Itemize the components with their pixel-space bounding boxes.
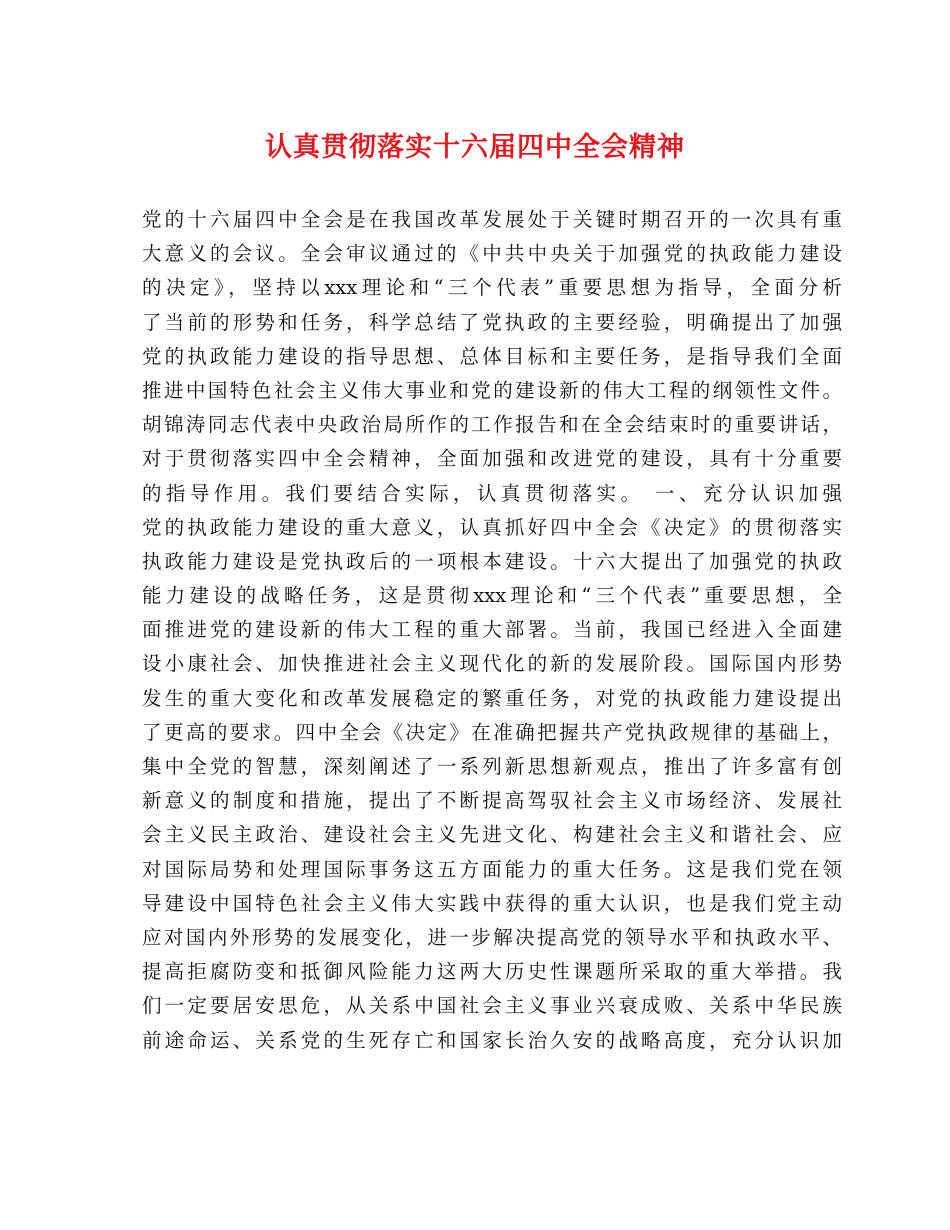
body-line: 了更高的要求。四中全会《决定》在准确把握共产党执政规律的基础上， — [142, 720, 842, 744]
body-line: 了当前的形势和任务，科学总结了党执政的主要经验，明确提出了加强 — [142, 310, 842, 334]
body-line: 设小康社会、加快推进社会主义现代化的新的发展阶段。国际国内形势 — [142, 652, 842, 676]
body-line: 前途命运、关系党的生死存亡和国家长治久安的战略高度，充分认识加 — [142, 1028, 842, 1052]
body-line: 发生的重大变化和改革发展稳定的繁重任务，对党的执政能力建设提出 — [142, 686, 842, 710]
body-line: 执政能力建设是党执政后的一项根本建设。十六大提出了加强党的执政 — [142, 549, 842, 573]
body-line: 的指导作用。我们要结合实际，认真贯彻落实。 一、充分认识加强 — [142, 481, 842, 505]
body-line: 集中全党的智慧，深刻阐述了一系列新思想新观点，推出了许多富有创 — [142, 755, 842, 778]
document-title: 认真贯彻落实十六届四中全会精神 — [265, 132, 685, 163]
body-line: 党的执政能力建设的指导思想、总体目标和主要任务，是指导我们全面 — [142, 344, 842, 368]
body-line: 应对国内外形势的发展变化，进一步解决提高党的领导水平和执政水平、 — [142, 925, 842, 949]
body-line: 党的十六届四中全会是在我国改革发展处于关键时期召开的一次具有重 — [142, 208, 842, 231]
document-body — [142, 203, 842, 1058]
body-line: 会主义民主政治、建设社会主义先进文化、构建社会主义和谐社会、应 — [142, 823, 842, 847]
body-line: 胡锦涛同志代表中央政治局所作的工作报告和在全会结束时的重要讲话， — [142, 413, 842, 437]
body-line: 提高拒腐防变和抵御风险能力这两大历史性课题所采取的重大举措。我 — [142, 960, 842, 984]
body-line: 大意义的会议。全会审议通过的《中共中央关于加强党的执政能力建设 — [142, 242, 842, 266]
body-line: 面推进党的建设新的伟大工程的重大部署。当前，我国已经进入全面建 — [142, 618, 842, 642]
body-line: 的决定》，坚持以xxx理论和“三个代表”重要思想为指导，全面分析 — [142, 276, 842, 300]
body-line: 导建设中国特色社会主义伟大实践中获得的重大认识，也是我们党主动 — [142, 891, 842, 915]
body-line: 能力建设的战略任务，这是贯彻xxx理论和“三个代表”重要思想，全 — [142, 584, 842, 608]
body-line: 推进中国特色社会主义伟大事业和党的建设新的伟大工程的纲领性文件。 — [142, 378, 842, 402]
body-line: 对于贯彻落实四中全会精神，全面加强和改进党的建设，具有十分重要 — [142, 447, 842, 471]
body-line: 对国际局势和处理国际事务这五方面能力的重大任务。这是我们党在领 — [142, 857, 842, 881]
body-line: 党的执政能力建设的重大意义，认真抓好四中全会《决定》的贯彻落实 — [142, 515, 842, 539]
body-line: 们一定要居安思危，从关系中国社会主义事业兴衰成败、关系中华民族 — [142, 994, 842, 1018]
body-line: 新意义的制度和措施，提出了不断提高驾驭社会主义市场经济、发展社 — [142, 789, 842, 813]
